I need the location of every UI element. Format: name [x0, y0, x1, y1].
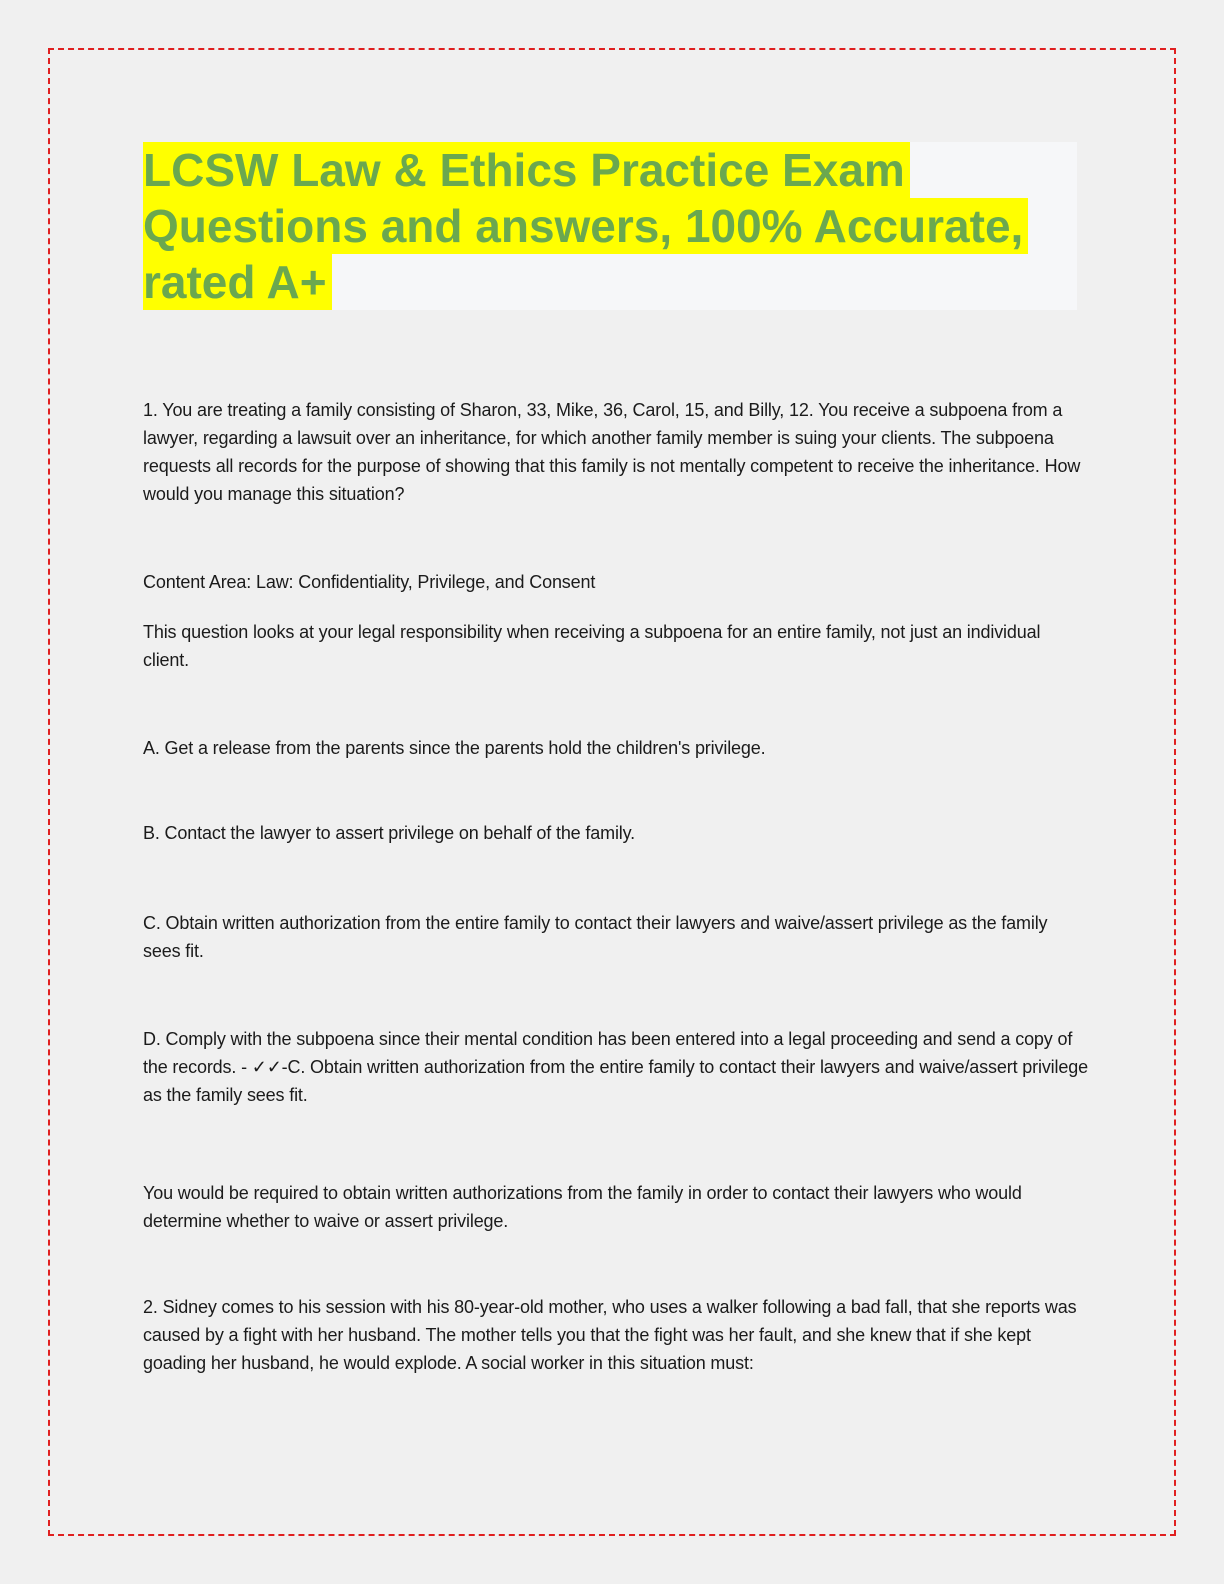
question-explanation-intro: This question looks at your legal responsibility when receiving a subpoena for an entire family, not just an individual client. — [143, 622, 1041, 670]
question-1-text: 1. You are treating a family consisting of Sharon, 33, Mike, 36, Carol, 15, and Billy, 12. You receive a subpoena from a lawyer, regarding a lawsuit over an inheritance, for which another family member is suing your clients. The subpoena requests all records for the purpose of showing that this family is not mentally competent to receive the inheritance. How would you manage this situation? — [143, 400, 1081, 504]
answer-option-d-with-correct-answer: D. Comply with the subpoena since their mental condition has been entered into a legal proceeding and send a copy of the records. - ✓✓-C. Obtain written authorization from the entire family to contact their lawyers and waive/assert privilege as the family sees fit. — [143, 1029, 1088, 1105]
document-title — [143, 142, 1077, 310]
answer-option-b: B. Contact the lawyer to assert privilege on behalf of the family. — [143, 823, 636, 843]
title-line-2: Questions and answers, 100% Accurate, — [143, 198, 1028, 254]
answer-option-a: A. Get a release from the parents since the parents hold the children's privilege. — [143, 738, 766, 758]
title-line-3: rated A+ — [143, 254, 332, 310]
answer-rationale: You would be required to obtain written authorizations from the family in order to contact their lawyers who would determine whether to waive or assert privilege. — [143, 1183, 1022, 1231]
title-line-1: LCSW Law & Ethics Practice Exam — [143, 142, 910, 198]
answer-option-c: C. Obtain written authorization from the entire family to contact their lawyers and waive/assert privilege as the family sees fit. — [143, 913, 1048, 961]
content-area-label: Content Area: Law: Confidentiality, Privilege, and Consent — [143, 572, 596, 592]
document-content — [143, 142, 1088, 1377]
question-2-text: 2. Sidney comes to his session with his 80-year-old mother, who uses a walker following a bad fall, that she reports was caused by a fight with her husband. The mother tells you that the fight was her fault, and she knew that if she kept goading her husband, he would explode. A social worker in this situation must: — [143, 1297, 1077, 1373]
